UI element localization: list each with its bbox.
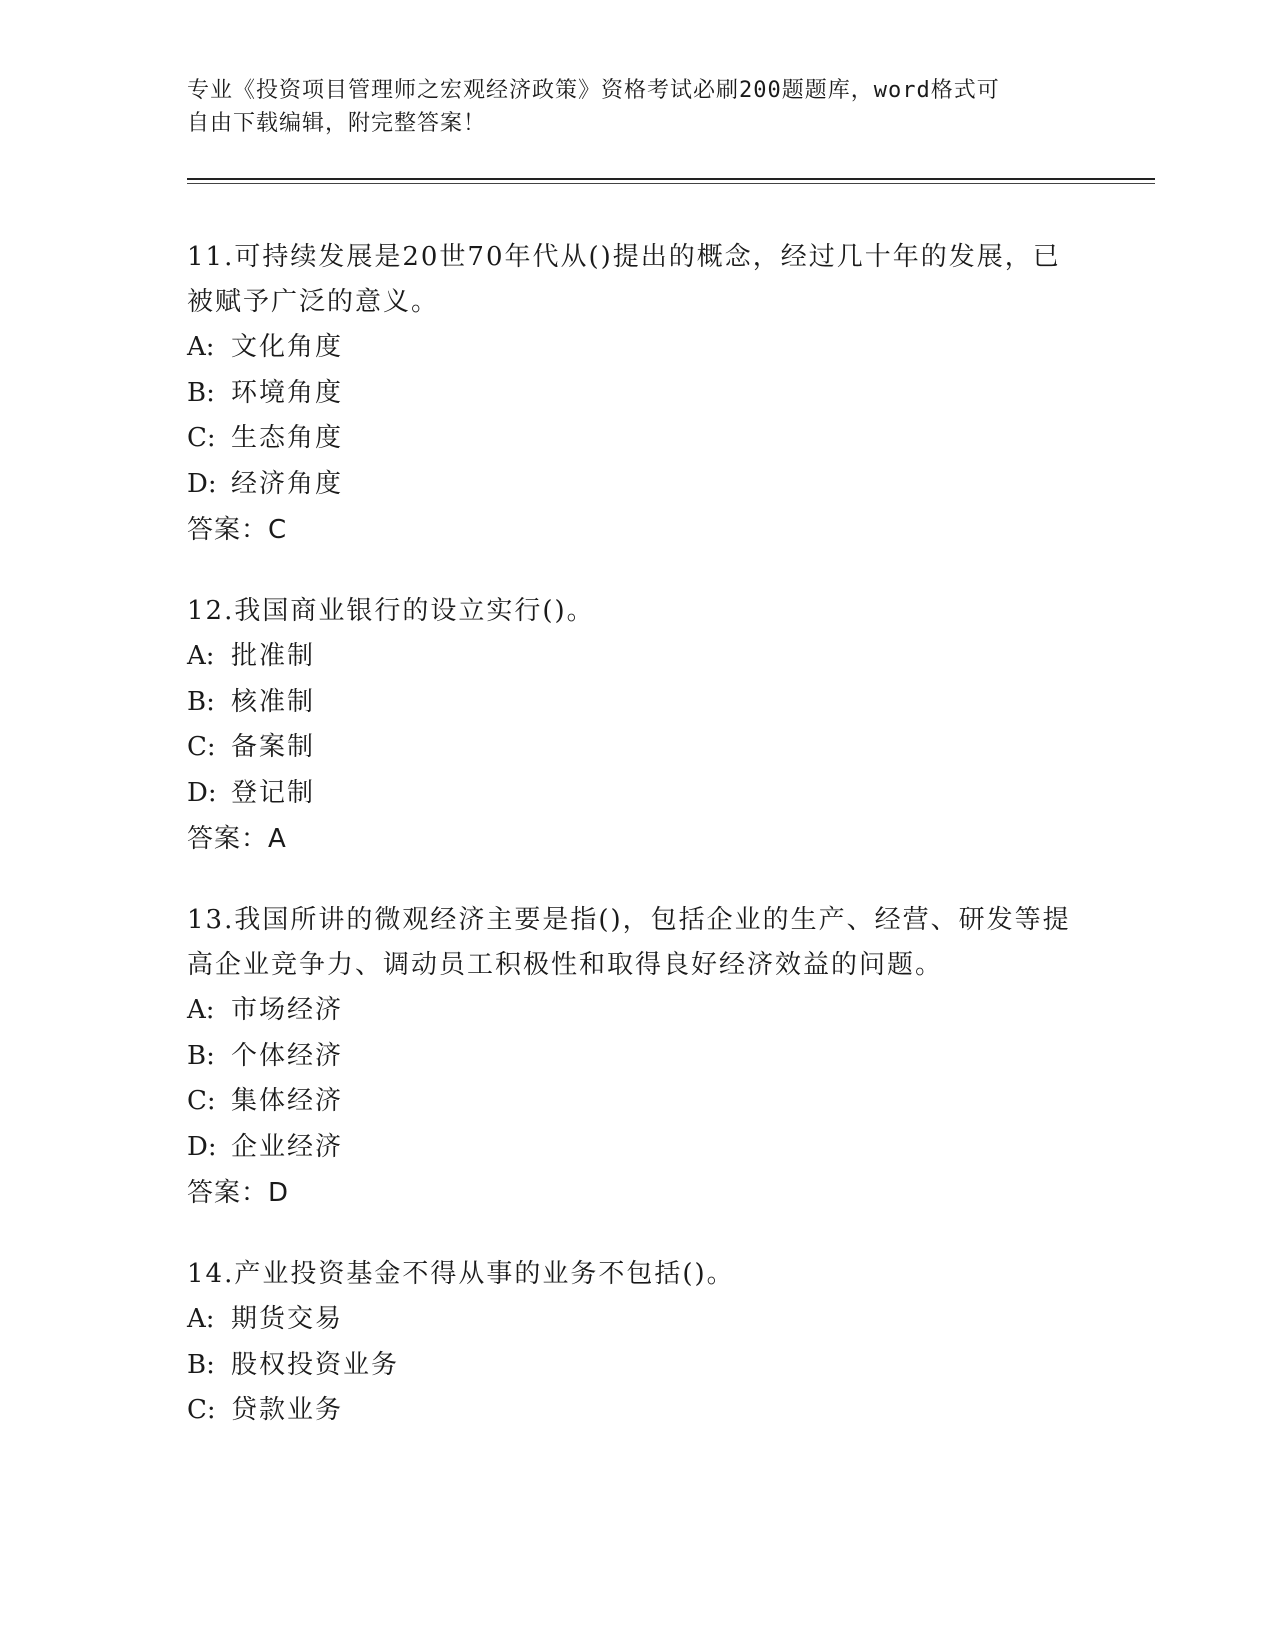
option-a	[187, 325, 1087, 371]
option-a	[187, 988, 1087, 1034]
option-letter: A:	[187, 995, 215, 1025]
question-stem: 14.产业投资基金不得从事的业务不包括()。	[187, 1259, 735, 1289]
option-letter: A:	[187, 641, 215, 671]
option-text: 生态角度	[231, 423, 344, 453]
option-c	[187, 1079, 1087, 1125]
option-text: 批准制	[231, 641, 316, 671]
option-text: 市场经济	[231, 995, 344, 1025]
question-list	[187, 235, 1087, 1470]
option-letter: A:	[187, 1304, 215, 1334]
option-b	[187, 371, 1087, 417]
option-c	[187, 725, 1087, 771]
option-d	[187, 462, 1087, 508]
option-text: 股权投资业务	[231, 1349, 400, 1380]
option-text: 登记制	[231, 777, 316, 808]
answer-line: 答案：A	[187, 824, 287, 854]
option-letter: C:	[187, 423, 216, 453]
option-text: 个体经济	[231, 1040, 344, 1071]
option-letter: C:	[187, 1086, 216, 1116]
question-11	[187, 235, 1087, 553]
document-header	[187, 74, 1067, 140]
option-text: 期货交易	[231, 1304, 344, 1334]
option-text: 核准制	[231, 686, 316, 717]
option-letter: D:	[187, 468, 217, 499]
question-stem: 12.我国商业银行的设立实行()。	[187, 596, 595, 626]
option-d	[187, 771, 1087, 817]
question-13	[187, 898, 1087, 1216]
option-letter: D:	[187, 777, 217, 808]
option-a	[187, 1297, 1087, 1343]
option-text: 备案制	[231, 732, 316, 762]
header-line-2: 自由下载编辑，附完整答案！	[187, 111, 487, 136]
option-text: 企业经济	[231, 1131, 344, 1162]
header-line-1: 专业《投资项目管理师之宏观经济政策》资格考试必刷200题题库，word格式可	[187, 78, 1000, 103]
header-divider-thin	[187, 183, 1155, 184]
header-divider-thick	[187, 178, 1155, 180]
answer-line: 答案：C	[187, 515, 288, 545]
option-b	[187, 680, 1087, 726]
option-letter: B:	[187, 377, 215, 408]
option-c	[187, 416, 1087, 462]
option-text: 经济角度	[231, 468, 344, 499]
option-text: 集体经济	[231, 1086, 344, 1116]
option-text: 文化角度	[231, 332, 344, 362]
option-letter: C:	[187, 1395, 216, 1425]
question-stem: 13.我国所讲的微观经济主要是指()，包括企业的生产、经营、研发等提高企业竞争力、调动员工积极性和取得良好经济效益的问题。	[187, 905, 1071, 980]
answer-line: 答案：D	[187, 1178, 290, 1208]
question-12	[187, 589, 1087, 862]
option-letter: D:	[187, 1131, 217, 1162]
option-letter: C:	[187, 732, 216, 762]
option-letter: B:	[187, 1040, 215, 1071]
option-letter: B:	[187, 686, 215, 717]
option-text: 贷款业务	[231, 1395, 344, 1425]
option-letter: A:	[187, 332, 215, 362]
option-d	[187, 1125, 1087, 1171]
question-stem: 11.可持续发展是20世70年代从()提出的概念，经过几十年的发展，已被赋予广泛的意义。	[187, 242, 1061, 317]
option-letter: B:	[187, 1349, 215, 1380]
option-b	[187, 1343, 1087, 1389]
option-c	[187, 1388, 1087, 1434]
option-b	[187, 1034, 1087, 1080]
option-a	[187, 634, 1087, 680]
option-text: 环境角度	[231, 377, 344, 408]
question-14	[187, 1252, 1087, 1434]
